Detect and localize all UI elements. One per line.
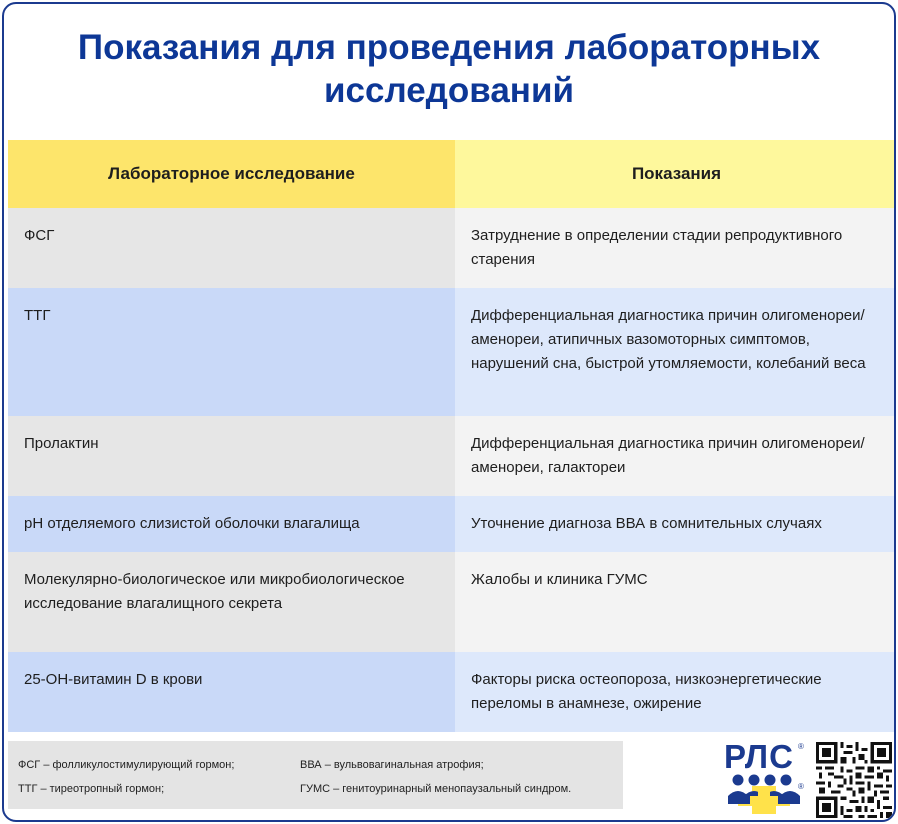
table-row <box>8 288 896 416</box>
cell-test: Пролактин <box>8 416 455 496</box>
footnote-ttg: ТТГ – тиреотропный гормон; <box>18 783 165 795</box>
cell-test: Молекулярно-биологическое или микробиологическое исследование влагалищного секрета <box>8 552 455 652</box>
cell-indication: Жалобы и клиника ГУМС <box>455 552 896 652</box>
cell-indication: Дифференциальная диагностика причин олигоменореи/аменореи, атипичных вазомоторных симптомов, нарушений сна, быстрой утомляемости, колебаний веса <box>455 288 896 416</box>
cell-indication: Уточнение диагноза ВВА в сомнительных случаях <box>455 496 896 552</box>
logo-text: РЛС <box>724 738 794 775</box>
cell-test: ФСГ <box>8 208 455 288</box>
header-lab-test: Лабораторное исследование <box>8 140 455 208</box>
footnotes-box <box>8 741 623 809</box>
header-indications: Показания <box>455 140 896 208</box>
footnote-fsg: ФСГ – фолликулостимулирующий гормон; <box>18 759 235 771</box>
rls-logo <box>724 740 806 814</box>
cell-indication: Затруднение в определении стадии репродуктивного старения <box>455 208 896 288</box>
indications-table <box>8 140 896 732</box>
cell-test: ТТГ <box>8 288 455 416</box>
logo-registered-mark: ® <box>798 742 804 751</box>
cell-test: pH отделяемого слизистой оболочки влагалища <box>8 496 455 552</box>
logo-registered-mark-2: ® <box>798 782 804 791</box>
logo-people-cross-icon <box>724 774 806 814</box>
table-row <box>8 416 896 496</box>
cell-indication: Факторы риска остеопороза, низкоэнергетические переломы в анамнезе, ожирение <box>455 652 896 732</box>
qr-code-icon <box>816 742 892 818</box>
infographic-frame <box>2 2 896 822</box>
table-row <box>8 496 896 552</box>
cell-test: 25-ОН-витамин D в крови <box>8 652 455 732</box>
cell-indication: Дифференциальная диагностика причин олигоменореи/аменореи, галактореи <box>455 416 896 496</box>
table-header-row <box>8 140 896 208</box>
footnote-gums: ГУМС – генитоуринарный менопаузальный синдром. <box>300 783 572 795</box>
page-title: Показания для проведения лабораторных исследований <box>77 28 821 110</box>
table-row <box>8 552 896 652</box>
table-row <box>8 208 896 288</box>
table-row <box>8 652 896 732</box>
footnote-vva: ВВА – вульвовагинальная атрофия; <box>300 759 484 771</box>
